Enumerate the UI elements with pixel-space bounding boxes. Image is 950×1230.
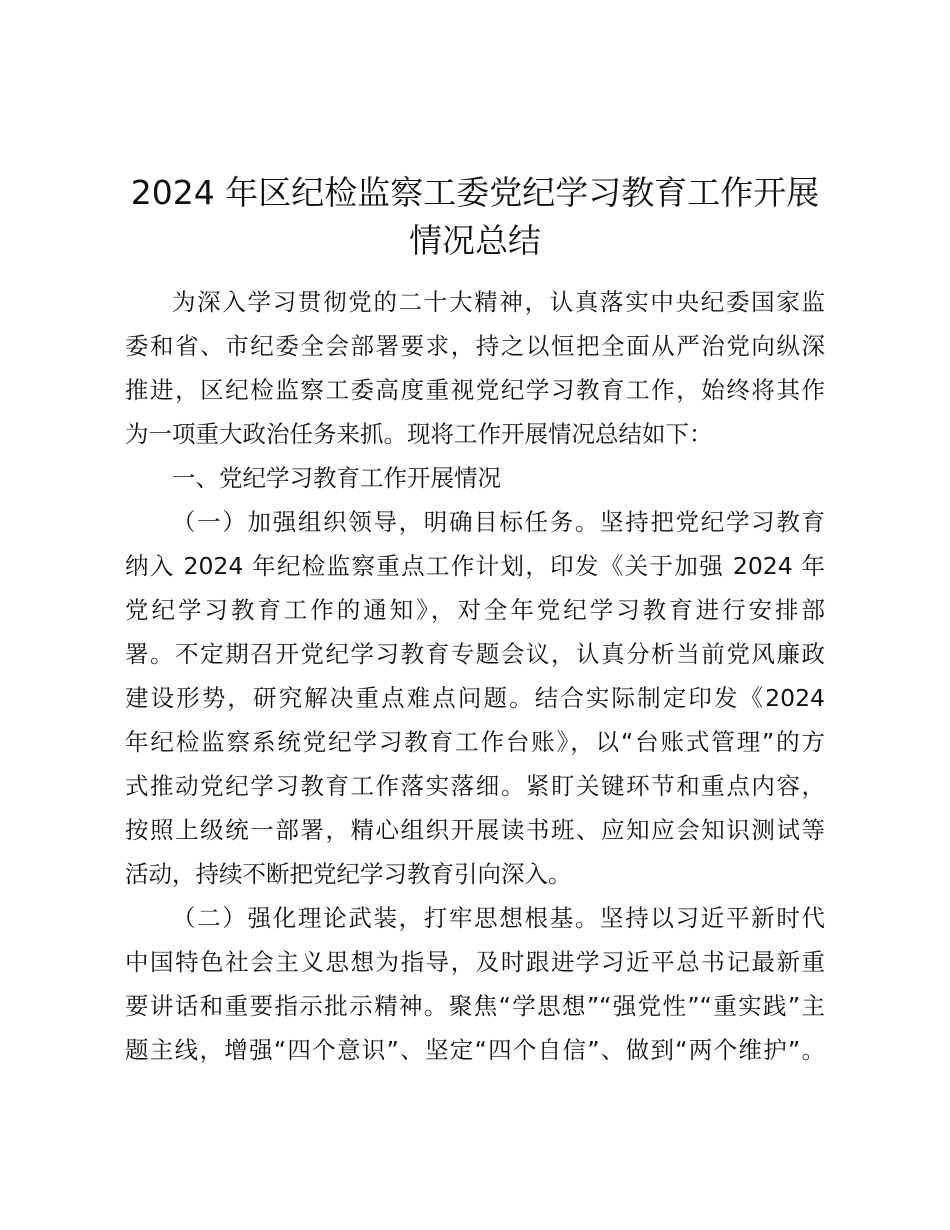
paragraph-line: （二）强化理论武装，打牢思想根基。坚持以习近平新时代 xyxy=(172,904,825,932)
paragraph-line: 题主线，增强“四个意识”、坚定“四个自信”、做到“两个维护”。 xyxy=(125,1036,825,1064)
paragraph-line: 委和省、市纪委全会部署要求，持之以恒把全面从严治党向纵深 xyxy=(125,332,825,360)
paragraph-line: 年纪检监察系统党纪学习教育工作台账》，以“台账式管理”的方 xyxy=(125,728,825,756)
document-title-line-1: 2024 年区纪检监察工委党纪学习教育工作开展 xyxy=(130,173,820,212)
paragraph-line: 建设形势，研究解决重点难点问题。结合实际制定印发《2024 xyxy=(125,684,825,712)
paragraph-line: 党纪学习教育工作的通知》，对全年党纪学习教育进行安排部 xyxy=(125,596,825,624)
paragraph-line: 按照上级统一部署，精心组织开展读书班、应知应会知识测试等 xyxy=(125,816,825,844)
paragraph-line: 中国特色社会主义思想为指导，及时跟进学习近平总书记最新重 xyxy=(125,948,825,976)
paragraph-line: 式推动党纪学习教育工作落实落细。紧盯关键环节和重点内容， xyxy=(125,772,825,800)
paragraph-line: 活动，持续不断把党纪学习教育引向深入。 xyxy=(125,860,572,888)
document-title-line-2: 情况总结 xyxy=(409,221,541,260)
paragraph-line: 署。不定期召开党纪学习教育专题会议，认真分析当前党风廉政 xyxy=(125,640,825,668)
paragraph-line: 纳入 2024 年纪检监察重点工作计划，印发《关于加强 2024 年 xyxy=(125,552,825,580)
paragraph-line: 推进，区纪检监察工委高度重视党纪学习教育工作，始终将其作 xyxy=(125,376,825,404)
paragraph-line: 为一项重大政治任务来抓。现将工作开展情况总结如下： xyxy=(125,420,713,448)
paragraph-line: 要讲话和重要指示批示精神。聚焦“学思想”“强党性”“重实践”主 xyxy=(125,992,825,1020)
paragraph-line: 为深入学习贯彻党的二十大精神，认真落实中央纪委国家监 xyxy=(172,288,825,316)
section-heading: 一、党纪学习教育工作开展情况 xyxy=(172,464,501,492)
paragraph-line: （一）加强组织领导，明确目标任务。坚持把党纪学习教育 xyxy=(172,508,825,536)
